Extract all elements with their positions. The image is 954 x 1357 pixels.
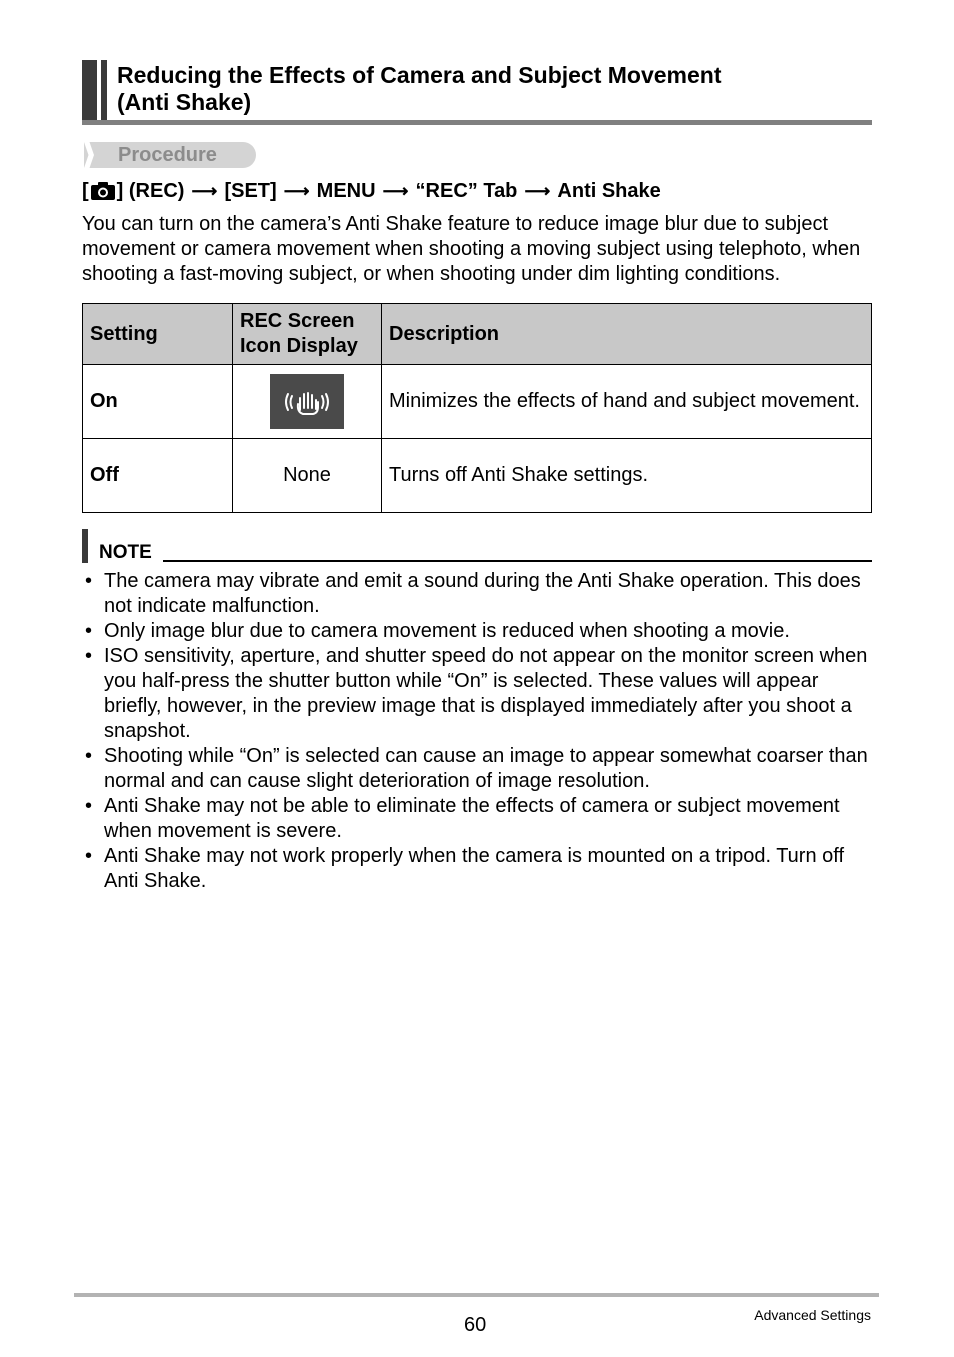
list-item (82, 619, 872, 644)
menu-path (82, 177, 661, 205)
icon-none-text: None (233, 439, 382, 513)
list-item (82, 844, 872, 894)
header-icon-line-1: REC Screen (240, 310, 355, 332)
list-item (82, 644, 872, 744)
procedure-label: Procedure (118, 144, 217, 166)
arrow-right-icon: ⟶ (191, 180, 218, 201)
bullet: • (85, 570, 93, 592)
list-item (82, 569, 872, 619)
arrow-right-icon: ⟶ (283, 180, 310, 201)
path-step-anti-shake: Anti Shake (557, 179, 661, 202)
note-bar-decoration (82, 529, 88, 563)
table-header-row (83, 304, 872, 365)
header-description: Description (382, 304, 872, 365)
note-text: The camera may vibrate and emit a sound during the Anti Shake operation. This does not indicate malfunction. (104, 570, 861, 617)
heading-underline (82, 120, 872, 125)
header-icon-line-2: Icon Display (240, 335, 358, 357)
note-text: Only image blur due to camera movement is reduced when shooting a movie. (104, 620, 790, 642)
note-text: ISO sensitivity, aperture, and shutter speed do not appear on the monitor screen when you half-press the shutter button while “On” is selected. These values will appear briefly, however, in the preview image that is displayed immediately after you shoot a snapshot. (104, 645, 868, 742)
list-item (82, 744, 872, 794)
bullet: • (85, 645, 93, 667)
arrow-right-icon: ⟶ (524, 180, 551, 201)
note-text: Anti Shake may not work properly when the camera is mounted on a tripod. Turn off Anti Shake. (104, 845, 845, 892)
arrow-right-icon: ⟶ (382, 180, 409, 201)
bullet: • (85, 620, 93, 642)
icon-cell (233, 365, 382, 439)
settings-table (82, 303, 872, 513)
path-step-rec: ] (REC) (116, 179, 185, 202)
intro-paragraph: You can turn on the camera’s Anti Shake feature to reduce image blur due to subject movement or camera movement when shooting a moving subject using telephoto, when shooting a fast-moving subject, or when shooting under dim lighting conditions. (82, 213, 861, 285)
note-label: NOTE (99, 542, 152, 563)
setting-off: Off (83, 439, 233, 513)
path-bracket: [ (82, 179, 89, 202)
heading-bar-decoration (82, 60, 97, 122)
description-on: Minimizes the effects of hand and subject movement. (382, 365, 872, 439)
note-text: Anti Shake may not be able to eliminate the effects of camera or subject movement when movement is severe. (104, 795, 840, 842)
title-line-2: (Anti Shake) (117, 89, 252, 115)
heading-bar-decoration (101, 60, 107, 122)
list-item (82, 794, 872, 844)
table-row (83, 439, 872, 513)
procedure-chevron-icon (84, 142, 94, 168)
bullet: • (85, 795, 93, 817)
page-number: 60 (464, 1314, 487, 1336)
procedure-badge (84, 142, 256, 168)
description-off: Turns off Anti Shake settings. (382, 439, 872, 513)
setting-on: On (83, 365, 233, 439)
bullet: • (85, 845, 93, 867)
footer-rule (74, 1293, 879, 1297)
page-title (117, 62, 722, 116)
path-step-menu: MENU (316, 179, 376, 202)
bullet: • (85, 745, 93, 767)
note-heading (82, 529, 872, 563)
note-rule (163, 560, 872, 562)
header-setting: Setting (83, 304, 233, 365)
header-icon-display (233, 304, 382, 365)
note-list (82, 569, 872, 894)
path-step-rec-tab: “REC” Tab (415, 179, 518, 202)
camera-icon (90, 181, 116, 201)
path-step-set: [SET] (224, 179, 277, 202)
title-line-1: Reducing the Effects of Camera and Subject Movement (117, 62, 722, 88)
section-heading (82, 58, 872, 125)
note-text: Shooting while “On” is selected can cause an image to appear somewhat coarser than normal and can cause slight deterioration of image resolution. (104, 745, 868, 792)
table-row (83, 365, 872, 439)
anti-shake-hand-icon (270, 374, 344, 429)
footer-section-name: Advanced Settings (754, 1307, 871, 1323)
